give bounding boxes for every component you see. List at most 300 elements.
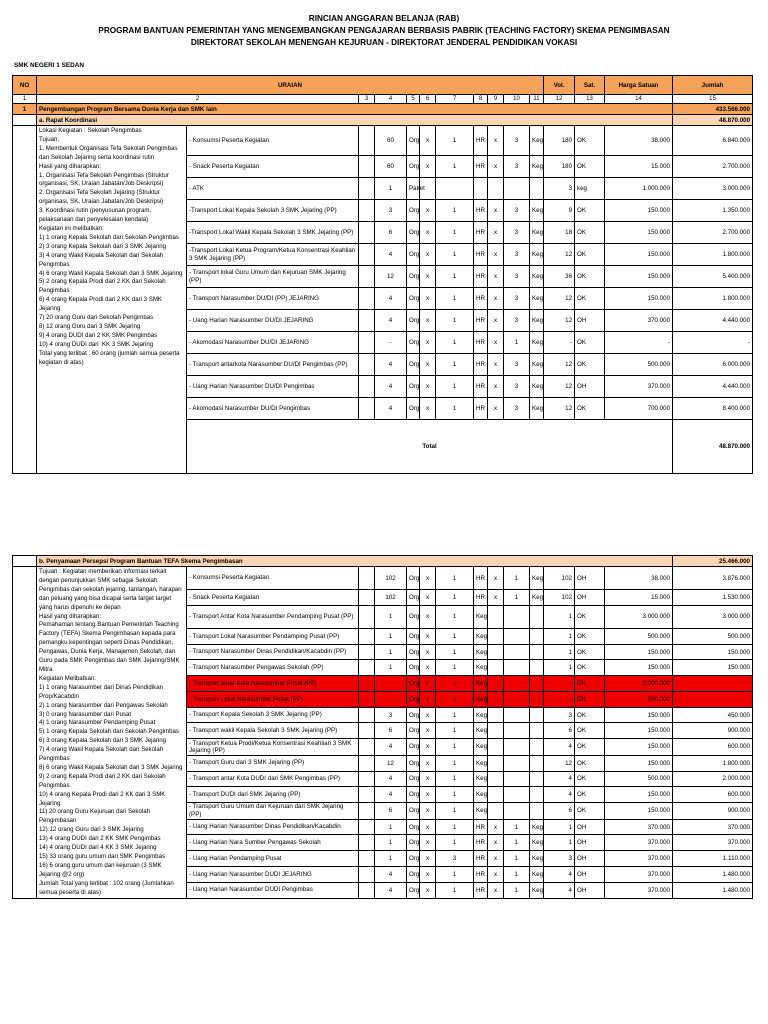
unit-cell: Org [407,660,420,676]
times-cell: x [420,691,436,707]
vol-cell: 18 [544,222,575,244]
spacer-cell [359,660,375,676]
jumlah-cell: 900.000 [673,803,753,820]
unit-cell: Org [407,676,420,692]
qty2-cell: 1 [436,739,474,756]
spacer-cell [359,771,375,787]
vol-cell: 180 [544,126,575,156]
times2-cell: x [488,376,504,398]
colnum: 2 [37,95,359,104]
times2-cell: x [488,398,504,420]
times2-cell [488,676,504,692]
qty-cell: 12 [375,755,407,771]
subsection-total: 25.466.000 [673,556,753,567]
unit3-cell [530,707,544,723]
qty3-cell: 3 [504,310,530,332]
unit3-cell: Keg [530,266,544,288]
sat-cell: OH [575,851,605,867]
qty-cell: 4 [375,866,407,882]
col-header-vol: Vol. [544,76,575,95]
unit3-cell: Keg [530,590,544,606]
times-cell: x [420,567,436,590]
qty-cell: 102 [375,590,407,606]
col-header-sat: Sat. [575,76,605,95]
jumlah-cell: 4.440.000 [673,310,753,332]
vol-cell: 36 [544,266,575,288]
qty-cell: 1 [375,605,407,628]
harga-cell: 500.000 [605,354,673,376]
harga-cell: 370.000 [605,376,673,398]
unit-cell: Org [407,398,420,420]
times2-cell: x [488,222,504,244]
qty2-cell: 1 [436,723,474,739]
section-total: 433.566.000 [673,104,753,115]
spacer-cell [359,266,375,288]
item-name: - Snack Peserta Kegiatan [187,590,359,606]
qty-cell: 1 [375,835,407,851]
harga-cell: 150.000 [605,222,673,244]
unit2-cell: Keg [474,660,488,676]
times-cell: x [420,644,436,660]
qty3-cell: 3 [504,156,530,178]
colnum: 9 [488,95,504,104]
unit-cell: Org [407,787,420,803]
times-cell: x [420,739,436,756]
unit-cell: Org [407,354,420,376]
spacer-cell [359,739,375,756]
unit3-cell [530,605,544,628]
item-name: - Snack Peserta Kegiatan [187,156,359,178]
subsection-row [13,115,753,126]
colnum: 11 [530,95,544,104]
unit2-cell: HR [474,310,488,332]
doc-title: RINCIAN ANGGARAN BELANJA (RAB) [308,14,460,23]
unit-cell: Org [407,332,420,354]
times2-cell: x [488,819,504,835]
item-name: - Transport Narasumber Pengawas Sekolah (PP) [187,660,359,676]
jumlah-cell: - [673,332,753,354]
unit2-cell [474,178,488,200]
qty2-cell: 1 [436,354,474,376]
times2-cell: x [488,266,504,288]
jumlah-cell: 1.110.000 [673,851,753,867]
colnum: 3 [359,95,375,104]
unit-cell: Org [407,222,420,244]
unit2-cell: Keg [474,707,488,723]
item-name: - Uang Harian Narasumber DU/DI Pengimbas [187,376,359,398]
unit2-cell: HR [474,126,488,156]
harga-cell: 500.000 [605,628,673,644]
qty3-cell: 3 [504,200,530,222]
vol-cell: 1 [544,605,575,628]
qty3-cell [504,691,530,707]
qty3-cell [504,605,530,628]
unit3-cell [530,178,544,200]
colnum: 12 [544,95,575,104]
sat-cell: OK [575,644,605,660]
times2-cell [488,644,504,660]
harga-cell: - [605,332,673,354]
spacer-cell [359,691,375,707]
vol-cell: 3 [544,851,575,867]
times-cell: x [420,628,436,644]
col-header-jumlah: Jumlah [673,76,753,95]
harga-cell: 15.000 [605,590,673,606]
spacer-cell [359,835,375,851]
times-cell: x [420,354,436,376]
times-cell: x [420,755,436,771]
item-name: - Transport Antar Kota Narasumber Pendamping Pusat (PP) [187,605,359,628]
qty2-cell: 1 [436,310,474,332]
jumlah-cell: 1.480.000 [673,866,753,882]
times-cell: x [420,310,436,332]
item-name: - Akomodasi Narasumber DU/DI JEJARING [187,332,359,354]
unit2-cell: HR [474,835,488,851]
times2-cell: x [488,866,504,882]
item-name: - Transport Narasumber Dinas Pendidikan/Kacabdin (PP) [187,644,359,660]
qty2-cell: 1 [436,882,474,898]
unit-cell: Org [407,200,420,222]
jumlah-cell: 150.000 [673,660,753,676]
sat-cell: OK [575,676,605,692]
qty-cell: 1 [375,851,407,867]
spacer-cell [359,590,375,606]
harga-cell: 150.000 [605,755,673,771]
vol-cell: 1 [544,644,575,660]
spacer-cell [359,866,375,882]
vol-cell: - [544,691,575,707]
qty3-cell [504,628,530,644]
no-blank-cell [13,126,37,474]
times-cell: x [420,882,436,898]
times2-cell: x [488,835,504,851]
jumlah-cell: 1.800.000 [673,288,753,310]
doc-subtitle-program: PROGRAM BANTUAN PEMERINTAH YANG MENGEMBANGKAN PENGAJARAN BERBASIS PABRIK (TEACHING FACTORY) SKEMA PENGIMBASAN [98,26,670,35]
item-name: -Transport Lokal Ketua Program/Ketua Konsentrasi Keahlian 3 SMK Jejaring (PP) [187,244,359,266]
vol-cell: 3 [544,707,575,723]
unit3-cell [530,644,544,660]
colnum: 8 [474,95,488,104]
unit-cell: Org [407,244,420,266]
unit3-cell: Keg [530,200,544,222]
unit-cell: Org [407,691,420,707]
times2-cell: x [488,244,504,266]
no-blank-cell [13,567,37,899]
qty2-cell: 1 [436,590,474,606]
harga-cell: 500.000 [605,691,673,707]
jumlah-cell [673,676,753,692]
sat-cell: OK [575,354,605,376]
qty3-cell [504,755,530,771]
unit3-cell: Keg [530,398,544,420]
item-name: -Transport Lokal Wakil Kepala Sekolah 3 SMK Jejaring (PP) [187,222,359,244]
harga-cell: 370.000 [605,310,673,332]
unit-cell: Org [407,644,420,660]
unit3-cell: Keg [530,156,544,178]
qty-cell: - [375,691,407,707]
times2-cell [488,660,504,676]
colnum: 10 [504,95,530,104]
sat-cell: OK [575,803,605,820]
times2-cell [488,605,504,628]
harga-cell: 370.000 [605,835,673,851]
unit-cell: Org [407,126,420,156]
colnum: 14 [605,95,673,104]
sat-cell: OK [575,755,605,771]
times2-cell: x [488,567,504,590]
unit-cell: Org [407,851,420,867]
unit3-cell [530,787,544,803]
spacer-cell [359,244,375,266]
spacer-cell [359,222,375,244]
spacer-cell [359,707,375,723]
spacer-cell [359,200,375,222]
sat-cell: OH [575,567,605,590]
qty2-cell: 1 [436,771,474,787]
jumlah-cell: 5.400.000 [673,266,753,288]
item-name: - Transport Ketua Prodi/Ketua Konsentrasi Keahlian 3 SMK Jejaring (PP) [187,739,359,756]
sat-cell: OK [575,660,605,676]
unit2-cell: Keg [474,644,488,660]
subsection-total: 48.870.000 [673,115,753,126]
qty2-cell: 1 [436,866,474,882]
unit2-cell: HR [474,222,488,244]
unit-cell: Org [407,819,420,835]
times-cell: x [420,332,436,354]
unit2-cell: Keg [474,691,488,707]
qty2-cell: 1 [436,660,474,676]
vol-cell: 1 [544,819,575,835]
item-name: - Transport Guru Umum dan Kejuruan dari SMK Jejaring (PP) [187,803,359,820]
harga-cell: 500.000 [605,771,673,787]
sat-cell: OK [575,771,605,787]
times2-cell [488,803,504,820]
item-name: - Konsumsi Peserta Kegiatan [187,567,359,590]
qty3-cell: 1 [504,866,530,882]
unit2-cell: Keg [474,605,488,628]
subsection-row [13,556,753,567]
times-cell: x [420,660,436,676]
vol-cell: 180 [544,156,575,178]
times-cell: x [420,819,436,835]
item-name: - ATK [187,178,359,200]
jumlah-cell: 1.800.000 [673,755,753,771]
unit2-cell: HR [474,354,488,376]
unit3-cell: Keg [530,332,544,354]
items-body-b [13,567,753,899]
blank-cell [13,115,37,126]
vol-cell: 4 [544,866,575,882]
unit3-cell [530,739,544,756]
spacer-cell [359,628,375,644]
harga-cell: 150.000 [605,707,673,723]
budget-table-section-a [12,75,753,474]
col-header-no: NO [13,76,37,95]
unit3-cell [530,628,544,644]
qty-cell: 1 [375,819,407,835]
jumlah-cell: 6.000.000 [673,354,753,376]
vol-cell: 4 [544,771,575,787]
qty-cell: 102 [375,567,407,590]
vol-cell: - [544,676,575,692]
qty3-cell [504,178,530,200]
jumlah-cell: 1.480.000 [673,882,753,898]
jumlah-cell: 450.000 [673,707,753,723]
jumlah-cell: 370.000 [673,819,753,835]
unit3-cell: Keg [530,288,544,310]
item-name: - Uang Harian Narasumber DU/DI JEJARING [187,310,359,332]
items-body-a [13,126,753,474]
unit3-cell: Keg [530,222,544,244]
jumlah-cell: 150.000 [673,644,753,660]
qty3-cell [504,739,530,756]
times-cell: x [420,244,436,266]
vol-cell: 1 [544,835,575,851]
qty3-cell: 1 [504,590,530,606]
item-name: - Transport Lokal Narasumber Pendamping Pusat (PP) [187,628,359,644]
unit3-cell: Keg [530,354,544,376]
item-name: - Konsumsi Peserta Kegiatan [187,126,359,156]
qty-cell: 1 [375,660,407,676]
colnum: 4 [375,95,407,104]
harga-cell: 370.000 [605,882,673,898]
spacer-cell [359,178,375,200]
qty3-cell [504,723,530,739]
unit-cell: Org [407,266,420,288]
unit2-cell: HR [474,332,488,354]
spacer-cell [359,376,375,398]
unit2-cell: Keg [474,739,488,756]
colnum: 13 [575,95,605,104]
times2-cell: x [488,354,504,376]
qty2-cell: 1 [436,707,474,723]
qty3-cell: 3 [504,376,530,398]
unit-cell: Org [407,156,420,178]
subsection-title: a. Rapat Koordinasi [37,115,673,126]
unit-cell: Org [407,288,420,310]
unit2-cell: Keg [474,803,488,820]
item-name: - Transport DUDI dari SMK Jejaring (PP) [187,787,359,803]
qty-cell: 4 [375,771,407,787]
sat-cell: OH [575,882,605,898]
sat-cell: OH [575,376,605,398]
unit3-cell: Keg [530,126,544,156]
unit2-cell: HR [474,244,488,266]
item-name: - Transport antarkota Narasumber DU/DI Pengimbas (PP) [187,354,359,376]
unit-cell: Org [407,628,420,644]
harga-cell: 150.000 [605,644,673,660]
times-cell: x [420,771,436,787]
qty-cell: 60 [375,126,407,156]
qty2-cell: 1 [436,755,474,771]
unit-cell: Org [407,310,420,332]
times-cell: x [420,835,436,851]
qty3-cell [504,707,530,723]
unit3-cell: Keg [530,835,544,851]
qty3-cell: 1 [504,882,530,898]
qty2-cell [436,178,474,200]
jumlah-cell: 2.000.000 [673,771,753,787]
times2-cell: x [488,882,504,898]
harga-cell: 370.000 [605,851,673,867]
qty-cell: 4 [375,244,407,266]
section-number: 1 [13,104,37,115]
times-cell: x [420,590,436,606]
sat-cell: OK [575,628,605,644]
qty3-cell: 3 [504,288,530,310]
qty-cell: 4 [375,354,407,376]
qty3-cell: 3 [504,222,530,244]
qty-cell: - [375,676,407,692]
qty3-cell: 1 [504,835,530,851]
spacer-cell [359,676,375,692]
jumlah-cell: 900.000 [673,723,753,739]
qty3-cell [504,676,530,692]
times2-cell: x [488,310,504,332]
total-label: Total [187,420,673,474]
qty-cell: 1 [375,628,407,644]
unit-cell: Org [407,803,420,820]
qty3-cell: 1 [504,851,530,867]
vol-cell: 4 [544,787,575,803]
spacer-cell [359,819,375,835]
sat-cell: OH [575,590,605,606]
harga-cell: 150.000 [605,739,673,756]
total-value: 48.870.000 [673,420,753,474]
harga-cell: 15.000 [605,156,673,178]
qty-cell: 4 [375,310,407,332]
unit2-cell: Keg [474,787,488,803]
spacer-cell [359,288,375,310]
qty3-cell: 1 [504,819,530,835]
item-name: - Transport antar Kota DUDI dari SMK Pengimbas (PP) [187,771,359,787]
item-name: - Uang Harian Narasumber DUDI JEJARING [187,866,359,882]
unit2-cell: HR [474,819,488,835]
sat-cell: OK [575,200,605,222]
section-title: Pengembangan Program Bersama Dunia Kerja dan SMK lain [37,104,673,115]
qty3-cell: 1 [504,567,530,590]
vol-cell: 12 [544,398,575,420]
times-cell: x [420,676,436,692]
vol-cell: 102 [544,567,575,590]
times2-cell [488,787,504,803]
times-cell: x [420,126,436,156]
qty2-cell: 1 [436,803,474,820]
harga-cell: 700.000 [605,398,673,420]
qty3-cell [504,644,530,660]
times2-cell: x [488,200,504,222]
sat-cell: OK [575,244,605,266]
qty-cell: 1 [375,178,407,200]
unit2-cell: Keg [474,755,488,771]
unit2-cell: HR [474,200,488,222]
unit2-cell: HR [474,567,488,590]
sat-cell: OK [575,723,605,739]
qty3-cell: 3 [504,244,530,266]
colnum: 1 [13,95,37,104]
unit3-cell: Keg [530,244,544,266]
vol-cell: 4 [544,739,575,756]
unit2-cell: HR [474,266,488,288]
harga-cell: 150.000 [605,803,673,820]
jumlah-cell [673,691,753,707]
spacer-cell [359,803,375,820]
sat-cell: OK [575,739,605,756]
qty-cell: 1 [375,644,407,660]
harga-cell: 370.000 [605,819,673,835]
vol-cell: 6 [544,803,575,820]
vol-cell: 9 [544,200,575,222]
